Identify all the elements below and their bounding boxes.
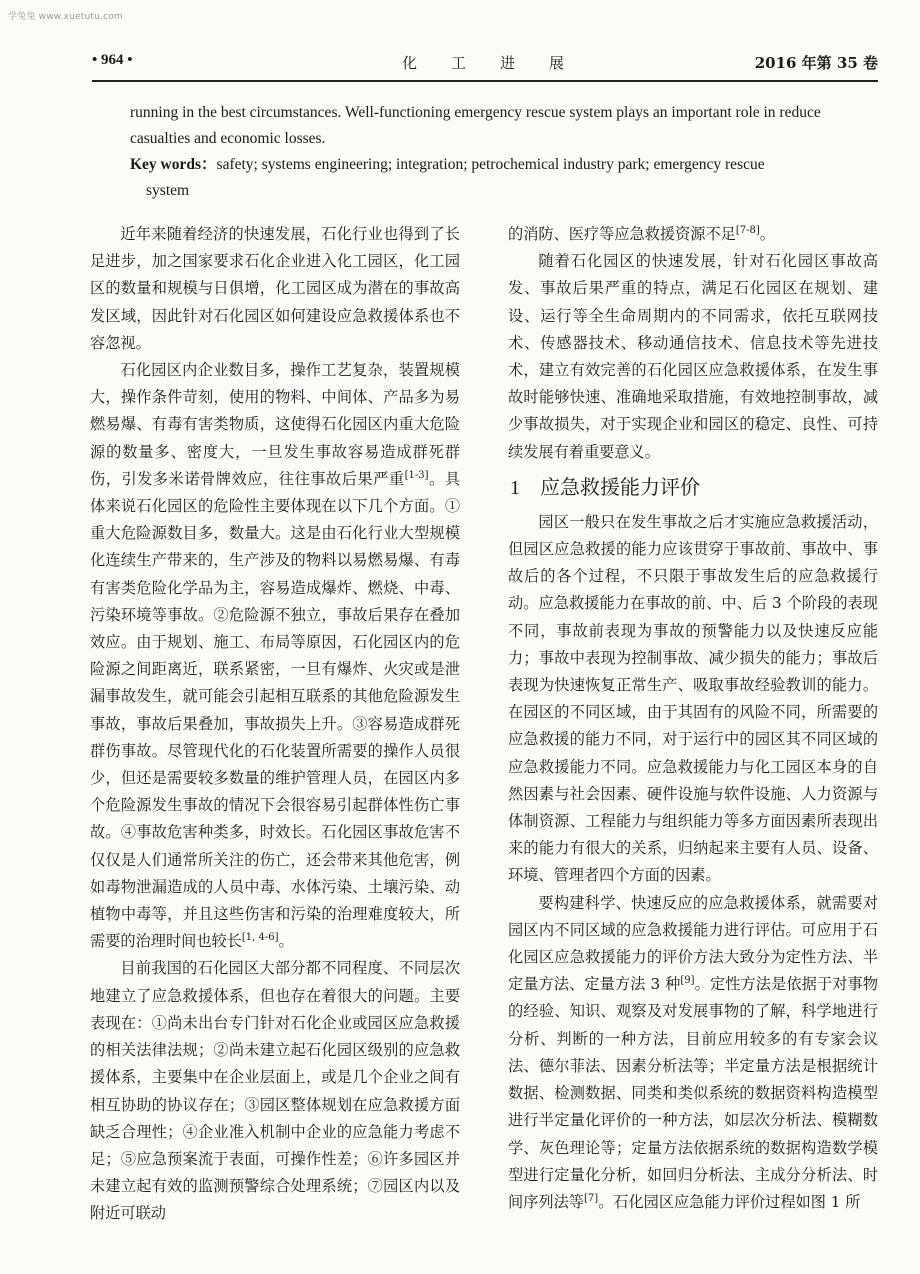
paragraph: 石化园区内企业数目多，操作工艺复杂，装置规模大，操作条件苛刻，使用的物料、中间体、产品多为易燃易爆、有毒有害类物质，这使得石化园区内重大危险源的数量多、密度大，一旦发生事故容易造成群死群伤，引发多米诺骨牌效应，往往事故后果严重[1-3]。具体来说石化园区的危险性主要体现在以下几个方面。①重大危险源数目多，数量大。这是由石化行业大型规模化连续生产带来的，生产涉及的物料以易燃易爆、有毒有害类危险化学品为主，容易造成爆炸、燃烧、中毒、污染环境等事故。②危险源不独立，事故后果存在叠加效应。由于规划、施工、布局等原因，石化园区内的危险源之间距离近，联系紧密，一旦有爆炸、火灾或是泄漏事故发生，就可能会引起相互联系的其他危险源发生事故，事故后果叠加，事故损失上升。③容易造成群死群伤事故。尽管现代化的石化装置所需要的操作人员很少，但还是需要较多数量的维护管理人员，在园区内多个危险源发生事故的情况下会很容易引起群体性伤亡事故。④事故危害种类多，时效长。石化园区事故危害不仅仅是人们通常所关注的伤亡，还会带来其他危害，例如毒物泄漏造成的人员中毒、水体污染、土壤污染、动植物中毒等，并且这些伤害和污染的治理难度较大，所需要的治理时间也较长[1, 4-6]。 xyxy=(90,361,461,951)
watermark: 学兔兔 www.xuetutu.com xyxy=(8,12,123,22)
paragraph: 随着石化园区的快速发展，针对石化园区事故高发、事故后果严重的特点，满足石化园区在规划、建设、运行等全生命周期内的不同需求，依托互联网技术、传感器技术、移动通信技术、信息技术等先进技术，建立有效完善的石化园区应急救援体系，在发生事故时能够快速、准确地采取措施，有效地控制事故，减少事故损失，对于实现企业和园区的稳定、良性、可持续发展有着重要意义。 xyxy=(508,252,878,461)
page-header xyxy=(92,52,878,78)
abstract-tail xyxy=(130,100,865,204)
abstract-text: running in the best circumstances. Well-functioning emergency rescue system plays an important role in reduce casualties and economic losses. xyxy=(130,104,821,147)
citation: [1, 4-6] xyxy=(241,932,279,944)
section-number: 1 xyxy=(510,476,520,499)
paragraph: 园区一般只在发生事故之后才实施应急救援活动，但园区应急救援的能力应该贯穿于事故前、事故中、事故后的各个过程，不只限于事故发生后的应急救援行动。应急救援能力在事故的前、中、后 3 个阶段的表现不同，事故前表现为事故的预警能力以及快速反应能力；事故中表现为控制事故、减少损失的能力；事故后表现为快速恢复正常生产、吸取事故经验教训的能力。在园区的不同区域，由于其固有的风险不同，所需要的应急救援的能力不同，对于运行中的园区其不同区域的应急救援能力不同。应急救援能力与化工园区本身的自然因素与社会因素、硬件设施与软件设施、人力资源与体制资源、工程能力与组织能力等多方面因素所表现出来的能力有很大的关系，归纳起来主要有人员、设备、环境、管理者四个方面的因素。 xyxy=(508,512,878,885)
keywords-label: Key words： xyxy=(130,156,217,173)
left-column xyxy=(90,221,460,1228)
journal-title: 化工进展 xyxy=(401,54,598,72)
paragraph-continued: 的消防、医疗等应急救援资源不足[7-8]。 xyxy=(508,224,775,243)
section-heading xyxy=(508,472,878,503)
citation: [1-3] xyxy=(404,469,429,481)
right-column xyxy=(508,221,878,1216)
header-rule xyxy=(92,80,878,82)
citation: [7] xyxy=(583,1192,599,1204)
paragraph: 目前我国的石化园区大部分都不同程度、不同层次地建立了应急救援体系，但也存在着很大的问题。主要表现在：①尚未出台专门针对石化企业或园区应急救援的相关法律法规；②尚未建立起石化园区级别的应急救援体系，主要集中在企业层面上，或是几个企业之间有相互协助的协议存在；③园区整体规划在应急救援方面缺乏合理性；④企业准入机制中企业的应急能力考虑不足；⑤应急预案流于表面，可操作性差；⑥许多园区并未建立起有效的监测预警综合处理系统；⑦园区内以及附近可联动 xyxy=(90,959,460,1223)
citation: [7-8] xyxy=(735,224,760,236)
citation: [9] xyxy=(680,975,695,987)
keywords xyxy=(130,152,865,204)
page-number: • 964 • xyxy=(92,52,133,68)
keywords-list-cont: system xyxy=(146,182,190,199)
paragraph: 要构建科学、快速反应的应急救援体系，就需要对园区内不同区域的应急救援能力进行评估。可应用于石化园区应急救援能力的评价方法大致分为定性方法、半定量方法、定量方法 3 种[9]。定性方法是依据于对事物的经验、知识、观察及对发展事物的了解，科学地进行分析、判断的一种方法，目前应用较多的有专家会议法、德尔菲法、因素分析法等；半定量方法是根据统计数据、检测数据、同类和类似系统的数据资料构造模型进行半定量化评价的一种方法，如层次分析法、模糊数学、灰色理论等；定量方法依据系统的数据构造数学模型进行定量化分析，如回归分析法、主成分分析法、时间序列法等[7]。石化园区应急能力评价过程如图 1 所 xyxy=(508,893,879,1211)
volume-label: 2016 年第 35 卷 xyxy=(754,54,878,72)
paragraph: 近年来随着经济的快速发展，石化行业也得到了长足进步，加之国家要求石化企业进入化工园区，化工园区的数量和规模与日俱增，化工园区成为潜在的事故高发区域，因此针对石化园区如何建设应急救援体系也不容忽视。 xyxy=(90,225,460,352)
keywords-list: safety; systems engineering; integration; petrochemical industry park; emergency rescue xyxy=(216,156,765,173)
section-title: 应急救援能力评价 xyxy=(540,474,700,499)
